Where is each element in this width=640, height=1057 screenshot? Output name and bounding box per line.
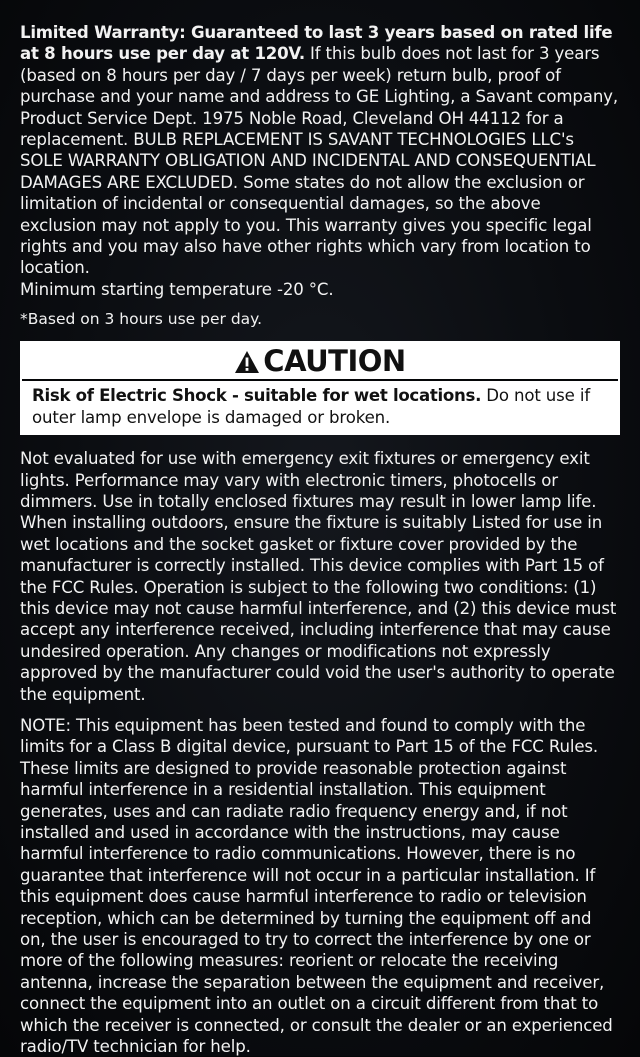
fcc-note: NOTE: This equipment has been tested and found to comply with the limits for a Class B digital device, pursuant to Part 15 of the FCC Rules. These limits are designed to provide reasonable protection against harmful interference in a residential installation. This equipment generates, uses and can radiate radio frequency energy and, if not installed and used in accordance with the instructions, may cause harmful interference to radio communications. However, there is no guarantee that interference will not occur in a particular installation. If this equipment does cause harmful interference to radio or television reception, which can be determined by turning the equipment off and on, the user is encouraged to try to correct the interference by one or more of the following measures: reorient or relocate the receiving antenna, increase the separation between the equipment and receiver, connect the equipment into an outlet on a circuit different from that to which the receiver is connected, or consult the dealer or an experienced radio/TV technician for help. — [20, 715, 613, 1057]
temperature-note: Minimum starting temperature -20 °C. — [20, 279, 334, 299]
warranty-body: If this bulb does not last for 3 years (based on 8 hours per day / 7 days per week) return bulb, proof of purchase and your name and address to GE Lighting, a Savant company, Product Service Dept. 1975 Noble Road, Cleveland OH 44112 for a replacement. BULB REPLACEMENT IS SAVANT TECHNOLOGIES LLC's SOLE WARRANTY OBLIGATION AND INCIDENTAL AND CONSEQUENTIAL DAMAGES ARE EXCLUDED. Some states do not allow the exclusion or limitation of incidental or consequential damages, so the above exclusion may not apply to you. This warranty gives you specific legal rights and you may also have other rights which vary from location to location. — [20, 44, 618, 278]
caution-message — [22, 381, 618, 433]
caution-heading: Risk of Electric Shock - suitable for wet locations. — [32, 386, 482, 406]
caution-title: CAUTION — [263, 344, 406, 379]
warning-triangle-icon — [234, 350, 260, 374]
warranty-heading: Limited Warranty: Guaranteed to last 3 years based on rated life at 8 hours use per day at 120V. — [20, 23, 613, 64]
caution-header — [22, 343, 618, 381]
caution-box — [20, 341, 620, 435]
warranty-paragraph — [20, 22, 620, 300]
package-label-text — [20, 22, 620, 1057]
footnote: *Based on 3 hours use per day. — [20, 310, 263, 329]
caution-text: Do not use if outer lamp envelope is damaged or broken. — [32, 386, 591, 427]
usage-notice: Not evaluated for use with emergency exit fixtures or emergency exit lights. Performance may vary with electronic timers, photocells or dimmers. Use in totally enclosed fixtures may result in lower lamp life. When installing outdoors, ensure the fixture is suitably Listed for use in wet locations and the socket gasket or fixture cover provided by the manufacturer is correctly installed. This device complies with Part 15 of the FCC Rules. Operation is subject to the following two conditions: (1) this device may not cause harmful interference, and (2) this device must accept any interference received, including interference that may cause undesired operation. Any changes or modifications not expressly approved by the manufacturer could void the user's authority to operate the equipment. — [20, 449, 617, 704]
